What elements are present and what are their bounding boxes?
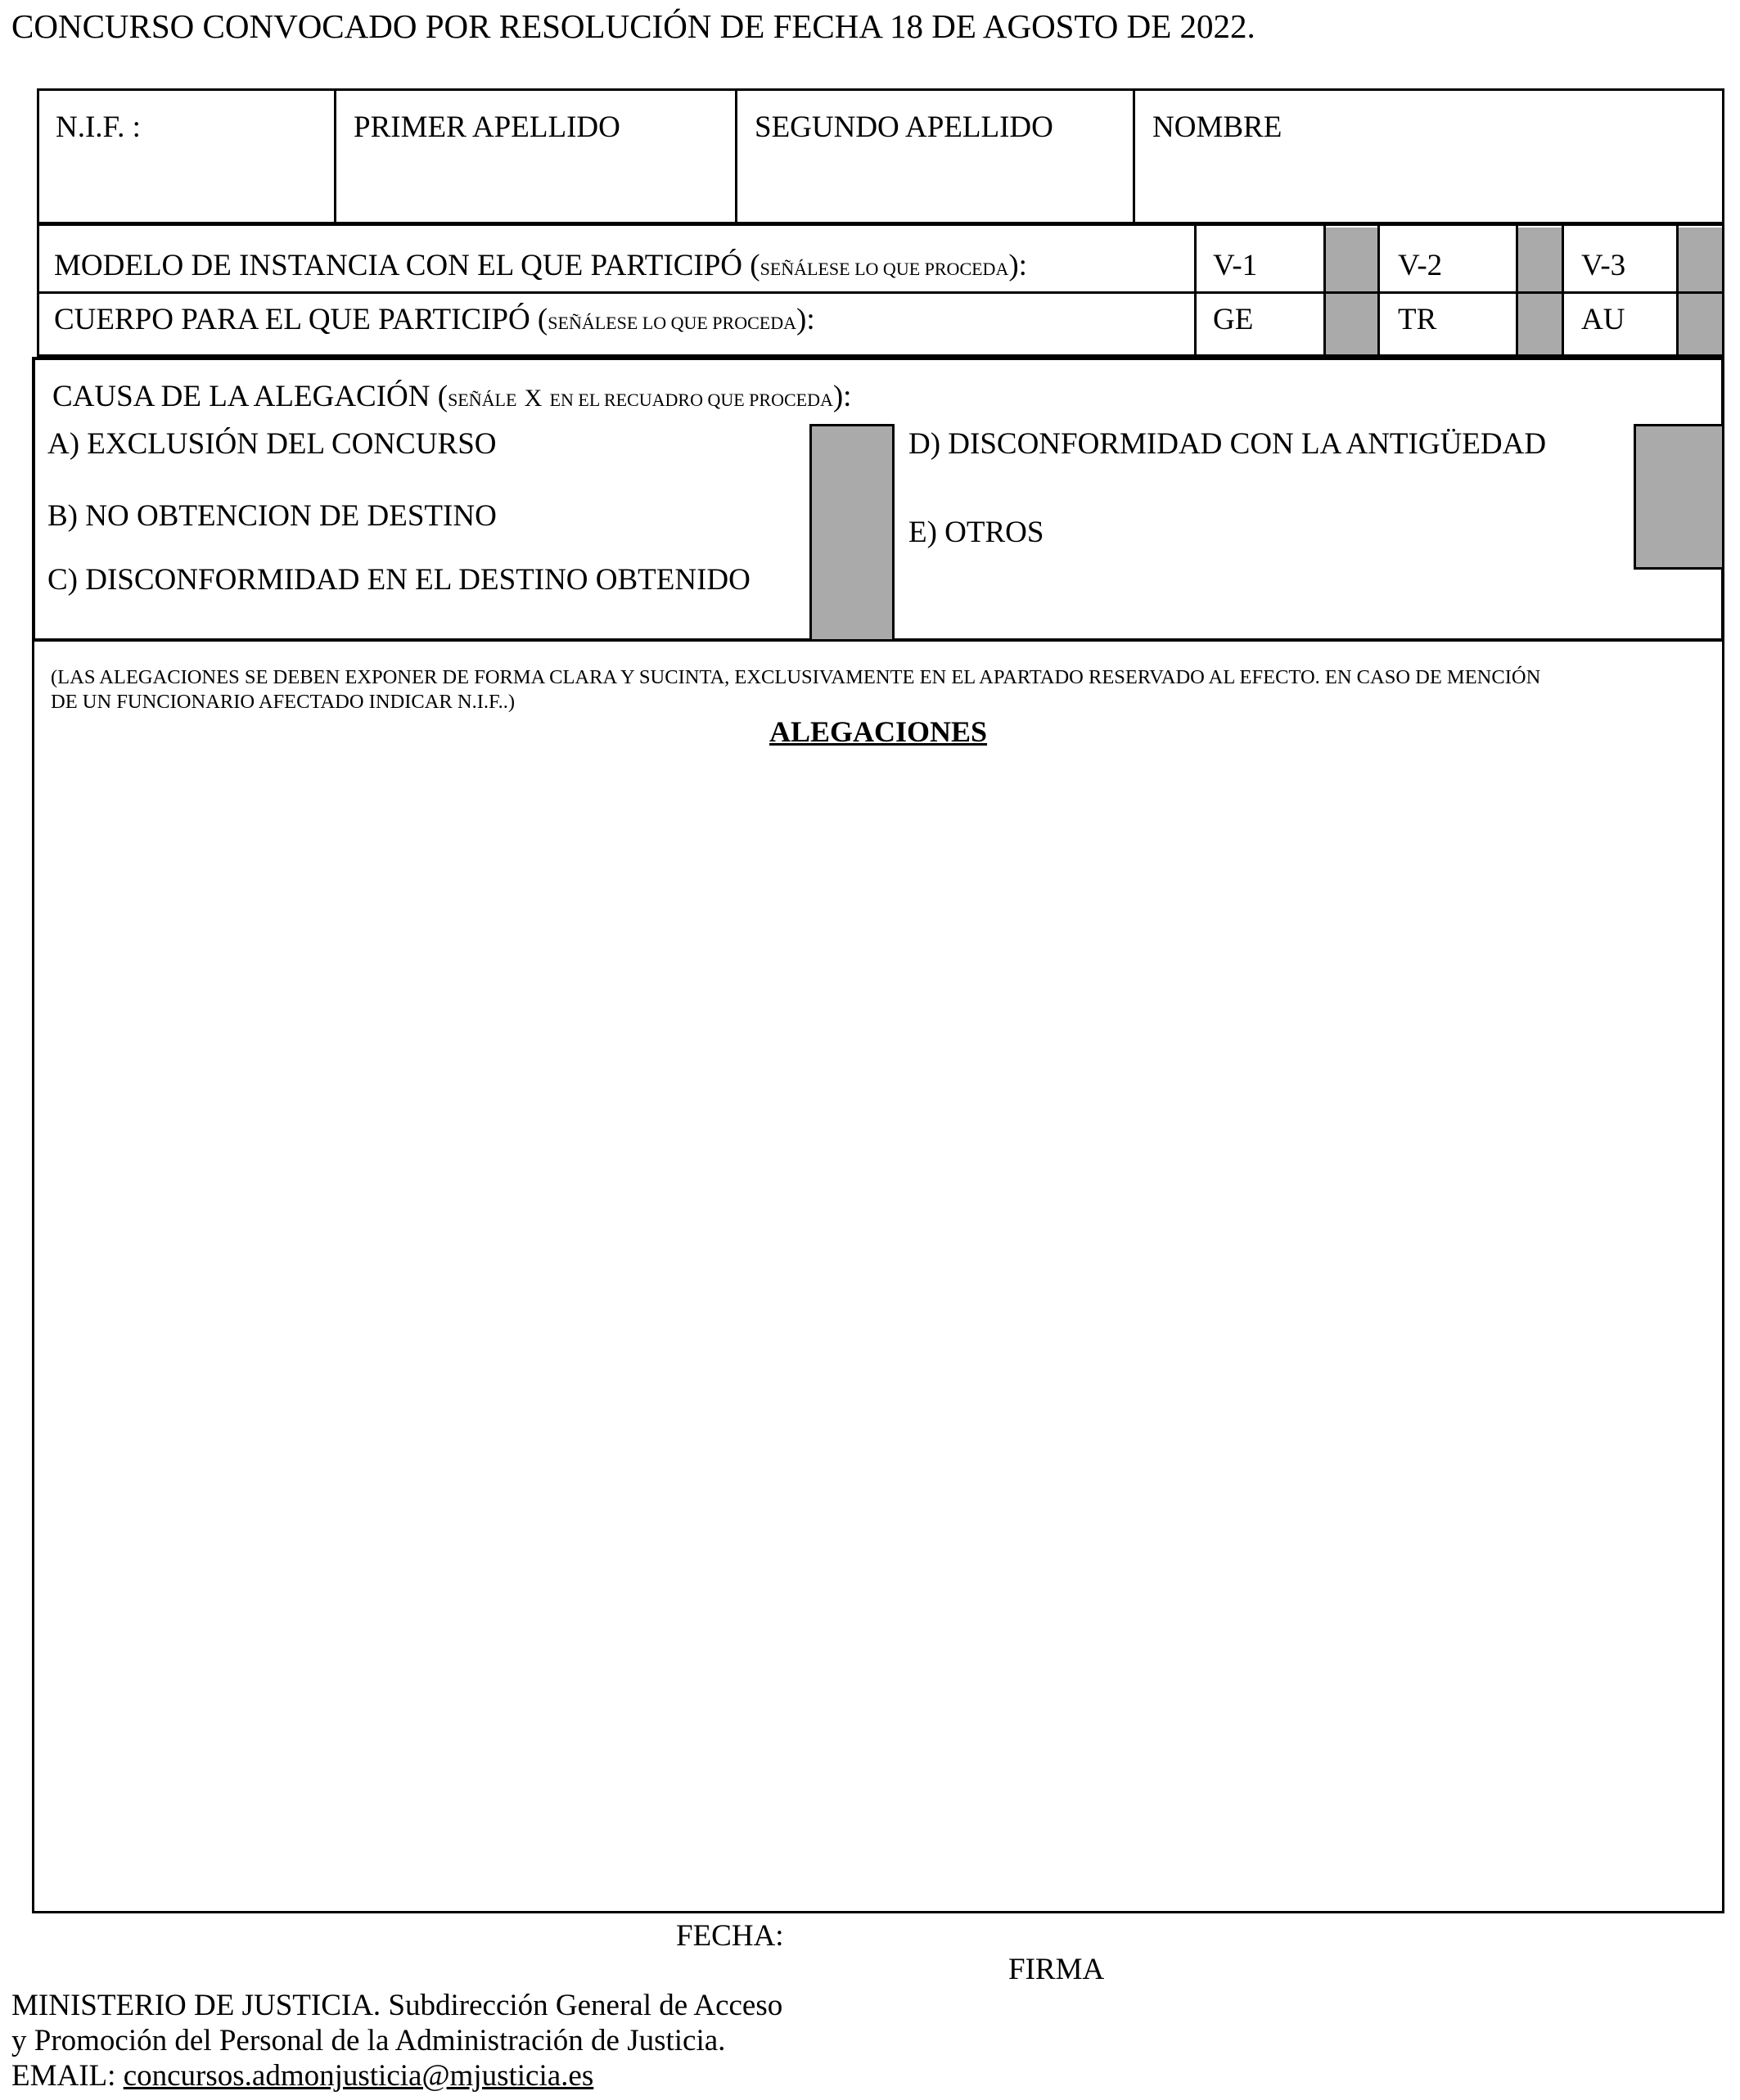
checkbox-causa-a[interactable]	[809, 424, 895, 489]
causa-title-end: ):	[832, 380, 852, 413]
nombre-label: NOMBRE	[1152, 110, 1282, 144]
modelo-label	[54, 250, 1027, 281]
cuerpo-label-end: ):	[796, 303, 815, 336]
causa-title-small-1: SEÑÁLE	[448, 390, 517, 410]
checkbox-v3[interactable]	[1679, 228, 1722, 291]
fecha-label: FECHA:	[676, 1919, 784, 1953]
checkbox-tr[interactable]	[1518, 294, 1562, 354]
alegaciones-note-line1: (LAS ALEGACIONES SE DEBEN EXPONER DE FORMA CLARA Y SUCINTA, EXCLUSIVAMENTE EN EL APARTADO RESERVADO AL EFECTO. EN CASO DE MENCIÓN	[51, 666, 1541, 688]
ministry-line2: y Promoción del Personal de la Administración de Justicia.	[11, 2024, 726, 2057]
primer-apellido-field[interactable]	[339, 164, 732, 216]
causa-option-e: E) OTROS	[908, 516, 1044, 549]
causa-title-x: X	[524, 385, 543, 412]
causa-option-a: A) EXCLUSIÓN DEL CONCURSO	[47, 427, 497, 461]
cuerpo-label-main: CUERPO PARA EL QUE PARTICIPÓ (	[54, 303, 548, 336]
causa-title-small-2: EN EL RECUADRO QUE PROCEDA	[549, 390, 833, 410]
firma-label: FIRMA	[1008, 1953, 1105, 1986]
checkbox-v1[interactable]	[1326, 228, 1377, 291]
nif-field[interactable]	[43, 164, 329, 216]
email-link[interactable]: concursos.admonjusticia@mjusticia.es	[123, 2059, 594, 2093]
option-v2-label: V-2	[1398, 249, 1443, 282]
page-title: CONCURSO CONVOCADO POR RESOLUCIÓN DE FECHA 18 DE AGOSTO DE 2022.	[11, 7, 1255, 45]
checkbox-causa-d[interactable]	[1634, 424, 1724, 489]
modelo-label-small: SEÑÁLESE LO QUE PROCEDA	[760, 259, 1009, 279]
checkbox-ge[interactable]	[1326, 294, 1377, 354]
checkbox-causa-c[interactable]	[809, 566, 895, 639]
checkbox-v2[interactable]	[1518, 228, 1562, 291]
participation-row-divider	[37, 291, 1724, 294]
modelo-label-end: ):	[1008, 249, 1027, 282]
segundo-apellido-label: SEGUNDO APELLIDO	[755, 110, 1053, 144]
option-au-label: AU	[1581, 303, 1625, 336]
checkbox-causa-e[interactable]	[1634, 487, 1724, 570]
option-tr-label: TR	[1398, 303, 1437, 336]
email-label: EMAIL:	[11, 2059, 124, 2093]
participation-divider	[1377, 226, 1380, 357]
causa-option-c: C) DISCONFORMIDAD EN EL DESTINO OBTENIDO	[47, 563, 751, 597]
alegaciones-textarea[interactable]	[41, 761, 1715, 1907]
alegaciones-note-line2: DE UN FUNCIONARIO AFECTADO INDICAR N.I.F..)	[51, 691, 516, 713]
segundo-apellido-field[interactable]	[740, 164, 1129, 216]
email-line	[11, 2061, 593, 2091]
nombre-field[interactable]	[1138, 164, 1719, 216]
alegaciones-heading: ALEGACIONES	[769, 715, 988, 748]
identity-divider	[735, 88, 737, 226]
identity-divider	[1133, 88, 1135, 226]
nif-label: N.I.F. :	[56, 110, 141, 144]
causa-option-b: B) NO OBTENCION DE DESTINO	[47, 499, 497, 533]
primer-apellido-label: PRIMER APELLIDO	[354, 110, 620, 144]
ministry-line1: MINISTERIO DE JUSTICIA. Subdirección General de Acceso	[11, 1989, 783, 2022]
cuerpo-label	[54, 304, 815, 335]
causa-option-d: D) DISCONFORMIDAD CON LA ANTIGÜEDAD	[908, 427, 1547, 461]
fecha-field[interactable]	[791, 1915, 1118, 1951]
modelo-label-main: MODELO DE INSTANCIA CON EL QUE PARTICIPÓ (	[54, 249, 760, 282]
checkbox-causa-b[interactable]	[809, 487, 895, 569]
checkbox-au[interactable]	[1679, 294, 1722, 354]
option-ge-label: GE	[1213, 303, 1254, 336]
cuerpo-label-small: SEÑÁLESE LO QUE PROCEDA	[548, 313, 796, 333]
participation-divider	[1194, 226, 1197, 357]
option-v1-label: V-1	[1213, 249, 1258, 282]
option-v3-label: V-3	[1581, 249, 1626, 282]
causa-title	[52, 381, 851, 412]
identity-divider	[334, 88, 336, 226]
causa-title-main: CAUSA DE LA ALEGACIÓN (	[52, 380, 449, 413]
participation-divider	[1562, 226, 1564, 357]
